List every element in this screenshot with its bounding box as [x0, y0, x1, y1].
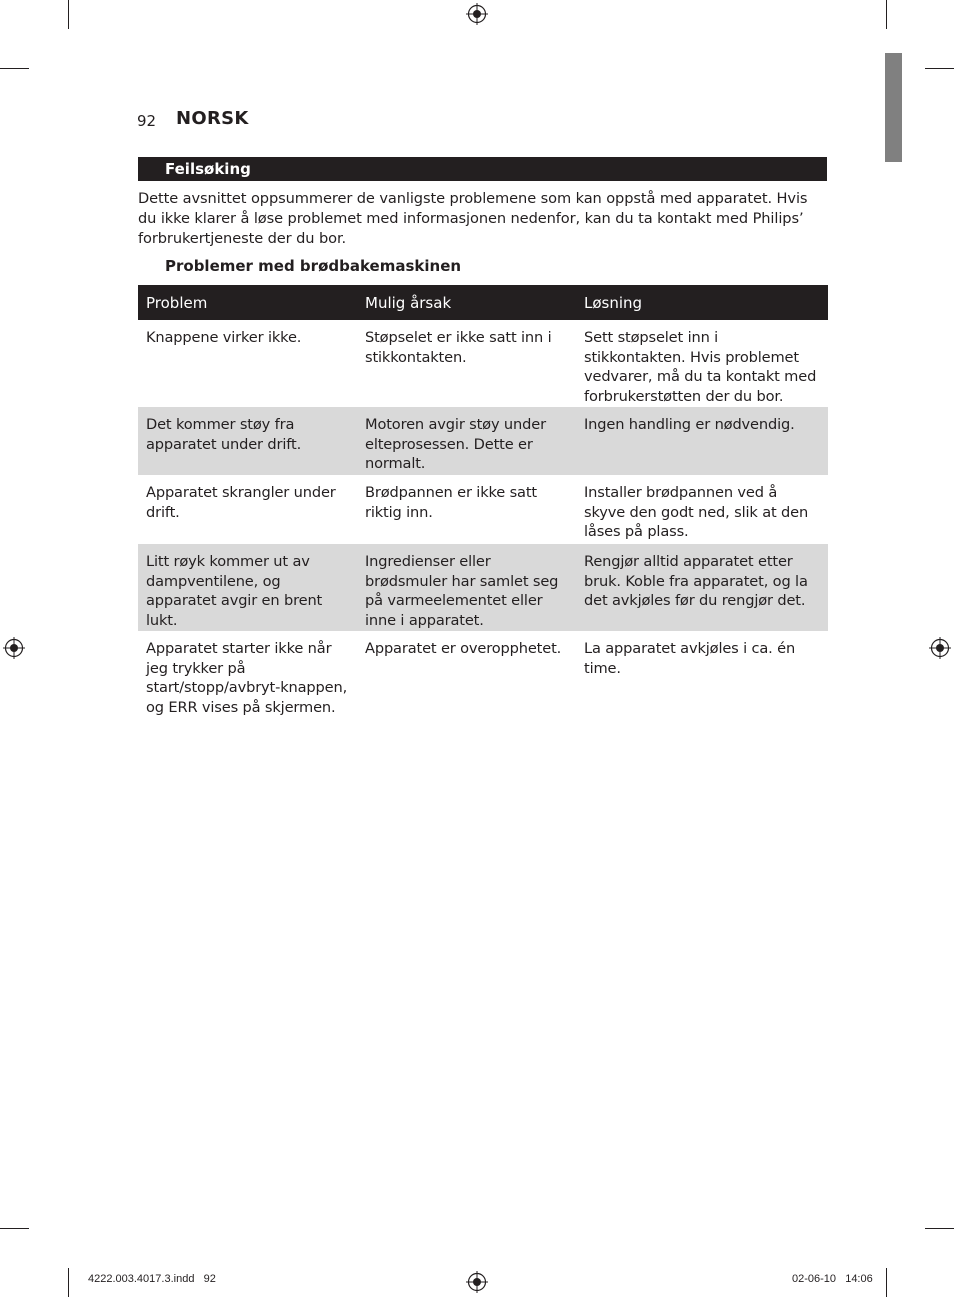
column-header-problem: Problem	[138, 285, 357, 320]
registration-mark-icon	[3, 637, 25, 659]
registration-mark-icon	[466, 1271, 488, 1293]
crop-mark	[925, 68, 954, 69]
solution-cell: Ingen handling er nødvendig.	[576, 407, 828, 475]
problem-cell: Det kommer støy fra apparatet under drift.	[138, 407, 357, 475]
solution-cell: La apparatet avkjøles i ca. én time.	[584, 640, 796, 677]
cause-cell: Ingredienser eller brødsmuler har samlet seg på varmeelementet eller inne i apparatet.	[357, 544, 576, 631]
registration-mark-icon	[929, 637, 951, 659]
problem-cell: Apparatet starter ikke når jeg trykker på start/stopp/avbryt-knappen, og ERR vises på skjermen.	[146, 640, 348, 716]
registration-mark-icon	[466, 3, 488, 25]
crop-mark	[0, 1228, 29, 1229]
table-row	[138, 631, 828, 718]
solution-cell: Installer brødpannen ved å skyve den godt ned, slik at den låses på plass.	[584, 484, 809, 540]
solution-cell: Sett støpselet inn i stikkontakten. Hvis problemet vedvarer, må du ta kontakt med forbrukerstøtten der du bor.	[584, 329, 817, 405]
language-heading: NORSK	[176, 108, 249, 129]
solution-cell: Rengjør alltid apparatet etter bruk. Koble fra apparatet, og la det avkjøles før du rengjør det.	[576, 544, 828, 631]
cause-cell: Støpselet er ikke satt inn i stikkontakten.	[365, 329, 552, 366]
cause-cell: Apparatet er overopphetet.	[365, 640, 562, 657]
problem-cell: Knappene virker ikke.	[146, 329, 302, 346]
crop-mark	[886, 0, 887, 29]
troubleshooting-table	[138, 285, 828, 718]
intro-paragraph: Dette avsnittet oppsummerer de vanligste problemene som kan oppstå med apparatet. Hvis du ikke klarer å løse problemet med informasjonen nedenfor, kan du ta kontakt med Philips’ forbrukertjeneste der du bor.	[138, 190, 808, 247]
subheading: Problemer med brødbakemaskinen	[165, 257, 462, 275]
cause-cell: Motoren avgir støy under elteprosessen. Dette er normalt.	[357, 407, 576, 475]
crop-mark	[0, 68, 29, 69]
cause-cell: Brødpannen er ikke satt riktig inn.	[365, 484, 537, 521]
table-row	[138, 320, 828, 407]
problem-cell: Litt røyk kommer ut av dampventilene, og apparatet avgir en brent lukt.	[138, 544, 357, 631]
page-number: 92	[137, 112, 157, 130]
crop-mark	[886, 1268, 887, 1297]
footer-file-info: 4222.003.4017.3.indd 92	[88, 1273, 216, 1285]
crop-mark	[68, 0, 69, 29]
table-row	[138, 475, 828, 544]
table-row	[138, 544, 828, 631]
table-row	[138, 407, 828, 475]
column-header-cause: Mulig årsak	[357, 285, 576, 320]
crop-mark	[925, 1228, 954, 1229]
problem-cell: Apparatet skrangler under drift.	[146, 484, 336, 521]
language-tab-marker	[885, 53, 902, 162]
table-header-row	[138, 285, 828, 320]
section-title: Feilsøking	[165, 160, 251, 178]
footer-datetime: 02-06-10 14:06	[792, 1273, 873, 1285]
column-header-solution: Løsning	[576, 285, 828, 320]
crop-mark	[68, 1268, 69, 1297]
